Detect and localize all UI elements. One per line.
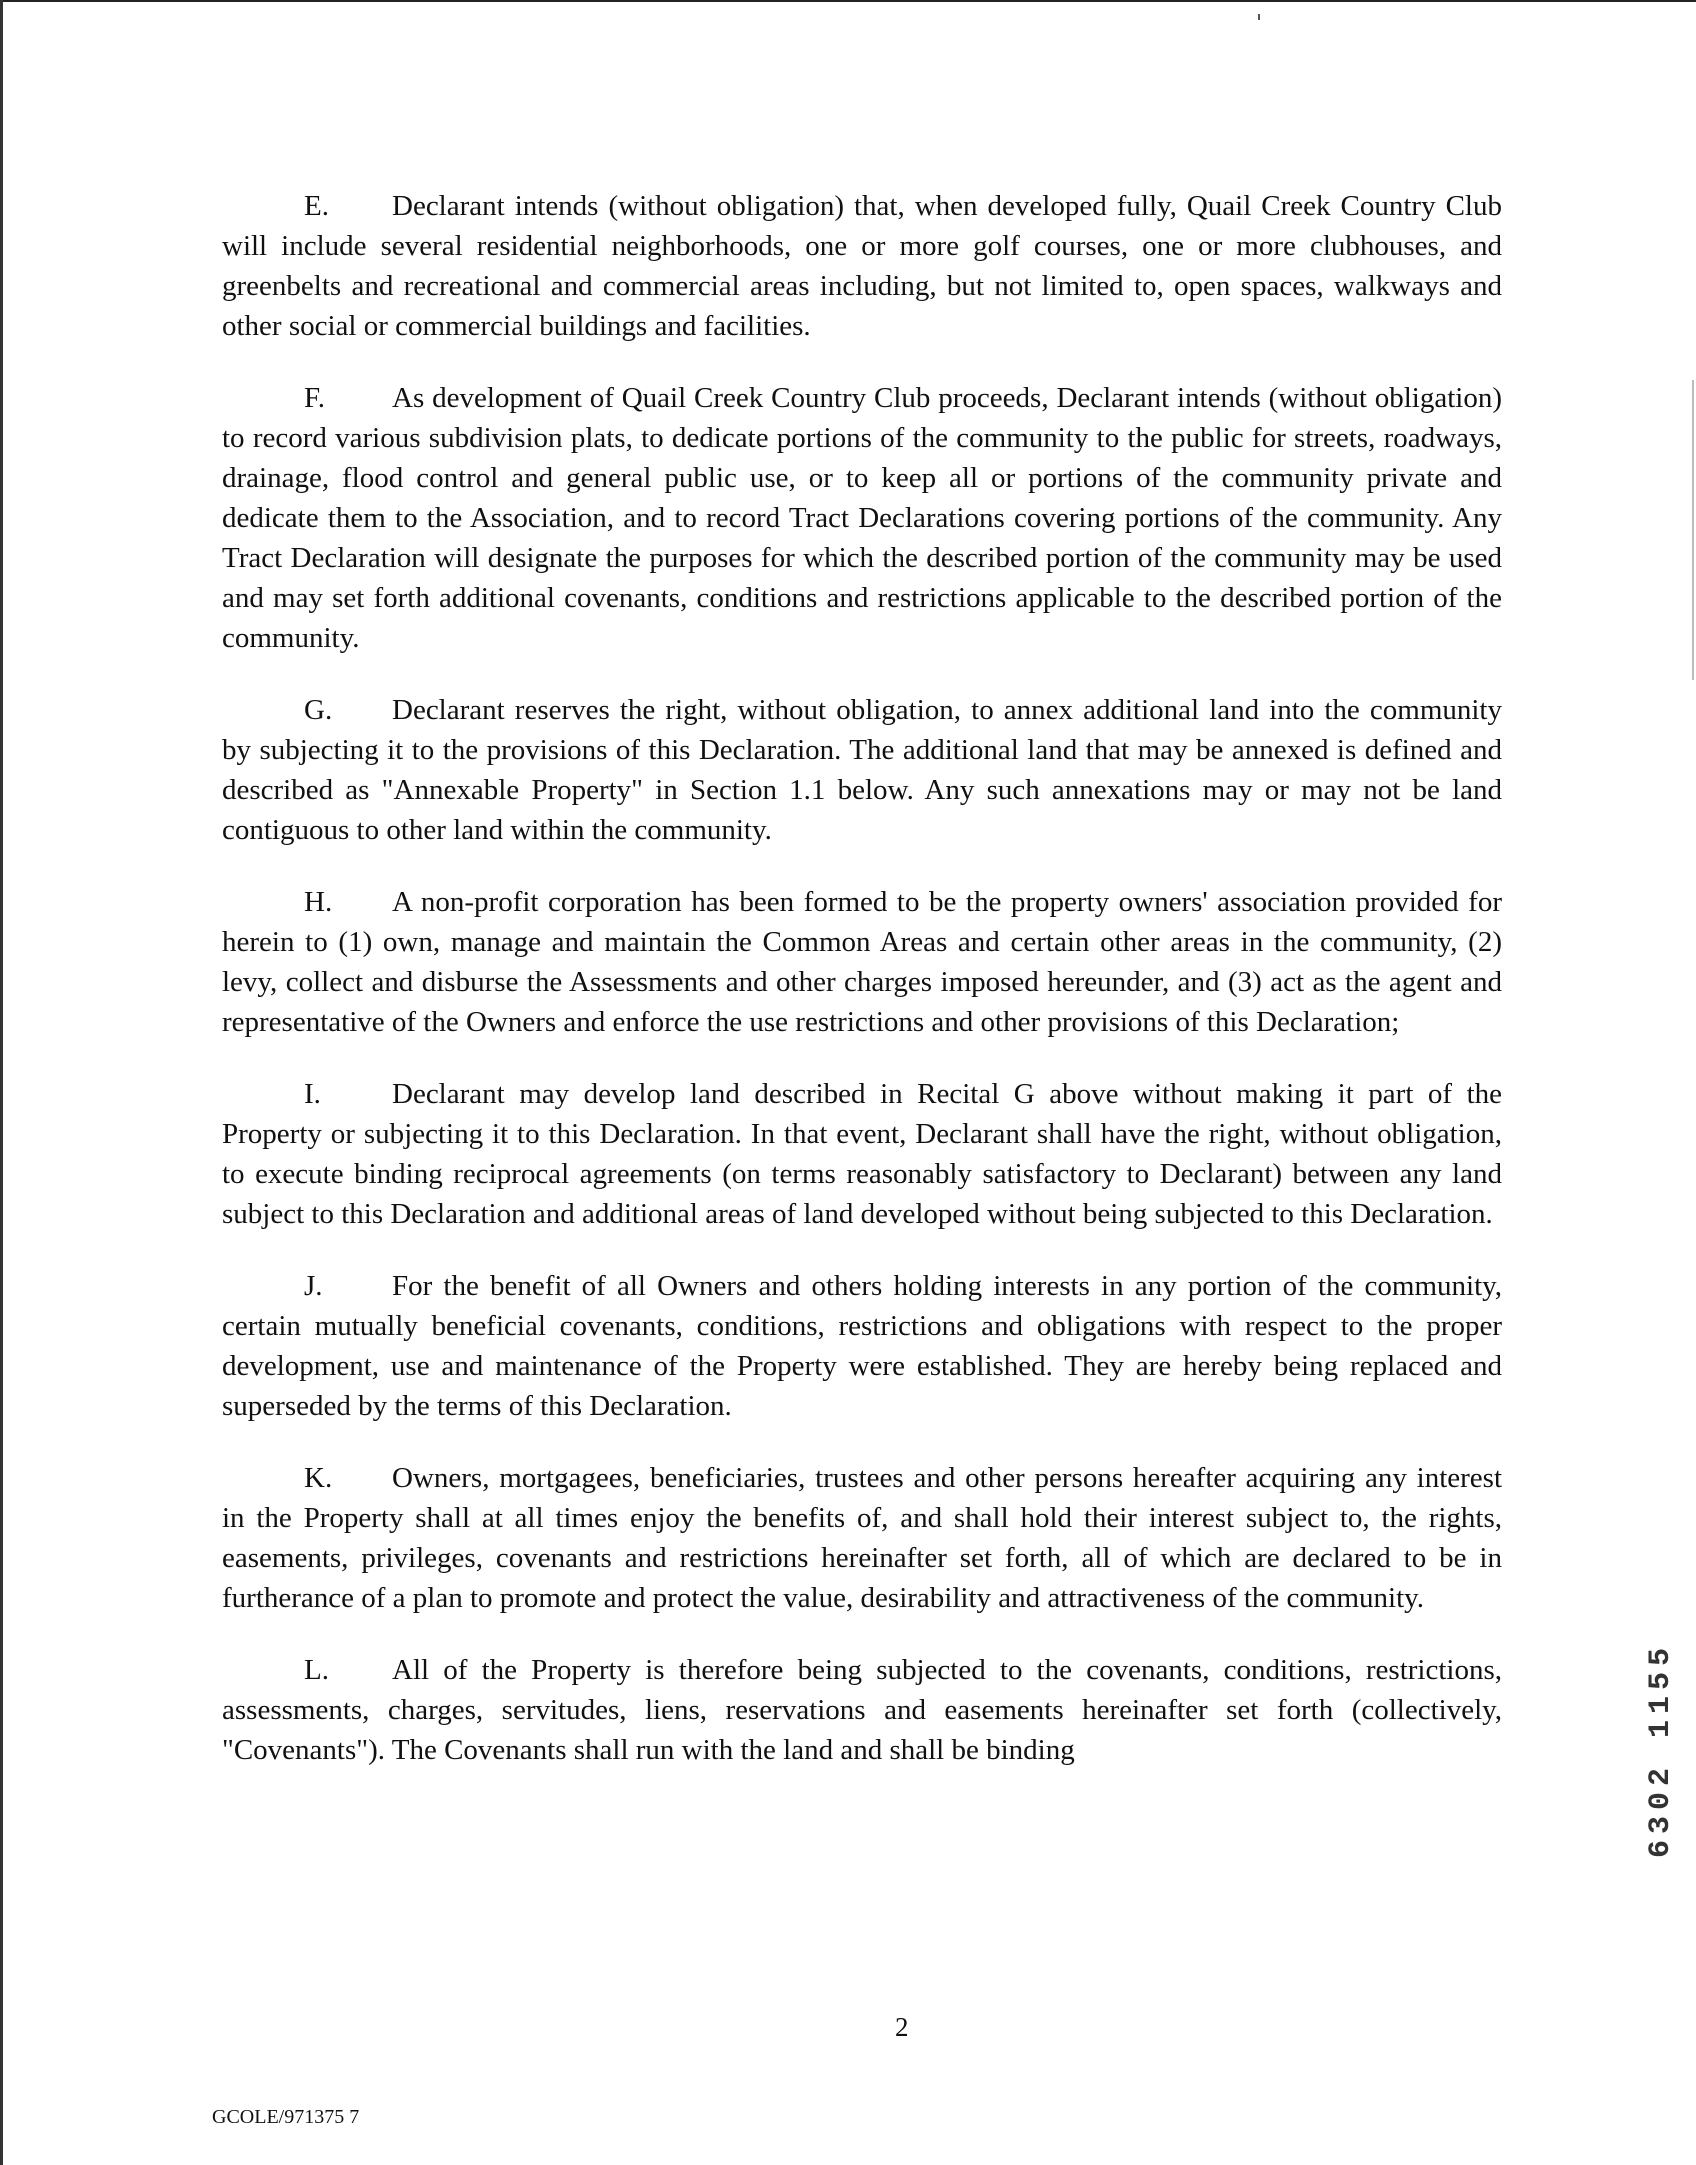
recital-label: E. bbox=[304, 190, 329, 222]
recital-text: Owners, mortgagees, beneficiaries, trustees and other persons hereafter acquiring any interest in the Property shall at all times enjoy the benefits of, and shall hold their interest subject to, the rights, easements, privileges, covenants and restrictions hereinafter set forth, all of which are declared to be in furtherance of a plan to promote and protect the value, desirability and attractiveness of the community. bbox=[222, 1462, 1502, 1614]
recital-text: All of the Property is therefore being subjected to the covenants, conditions, restrictions, assessments, charges, servitudes, liens, reservations and easements hereinafter set forth (collectively, "Covenants"). The Covenants shall run with the land and shall be binding bbox=[222, 1654, 1502, 1766]
recital-label: I. bbox=[304, 1078, 321, 1110]
page-number: 2 bbox=[895, 2012, 909, 2042]
recital-paragraph-f bbox=[222, 378, 1502, 658]
recital-label: K. bbox=[304, 1462, 333, 1494]
recital-text: A non-profit corporation has been formed to be the property owners' association provided for herein to (1) own, manage and maintain the Common Areas and certain other areas in the community, (2) levy, collect and disburse the Assessments and other charges imposed hereunder, and (3) act as the agent and representative of the Owners and enforce the use restrictions and other provisions of this Declaration; bbox=[222, 886, 1502, 1038]
document-id: GCOLE/971375 7 bbox=[212, 2106, 360, 2128]
scan-right-edge bbox=[1692, 380, 1694, 680]
recital-label: H. bbox=[304, 886, 333, 918]
bates-stamp bbox=[1638, 1580, 1682, 1920]
recital-paragraph-i bbox=[222, 1074, 1502, 1234]
recital-paragraph-l bbox=[222, 1650, 1502, 1770]
bates-number: 6302 1155 bbox=[1643, 1641, 1678, 1859]
recital-paragraph-h bbox=[222, 882, 1502, 1042]
recital-paragraph-k bbox=[222, 1458, 1502, 1618]
recital-label: J. bbox=[304, 1270, 323, 1302]
recital-text: For the benefit of all Owners and others holding interests in any portion of the community, certain mutually beneficial covenants, conditions, restrictions and obligations with respect to the proper development, use and maintenance of the Property were established. They are hereby being replaced and superseded by the terms of this Declaration. bbox=[222, 1270, 1502, 1422]
recital-paragraph-j bbox=[222, 1266, 1502, 1426]
recital-text: As development of Quail Creek Country Club proceeds, Declarant intends (without obligation) to record various subdivision plats, to dedicate portions of the community to the public for streets, roadways, drainage, flood control and general public use, or to keep all or portions of the community private and dedicate them to the Association, and to record Tract Declarations covering portions of the community. Any Tract Declaration will designate the purposes for which the described portion of the community may be used and may set forth additional covenants, conditions and restrictions applicable to the described portion of the community. bbox=[222, 382, 1502, 654]
recital-paragraph-e bbox=[222, 186, 1502, 346]
recital-label: G. bbox=[304, 694, 333, 726]
scan-left-border bbox=[0, 0, 3, 2165]
recital-text: Declarant intends (without obligation) that, when developed fully, Quail Creek Country Club will include several residential neighborhoods, one or more golf courses, one or more clubhouses, and greenbelts and recreational and commercial areas including, but not limited to, open spaces, walkways and other social or commercial buildings and facilities. bbox=[222, 190, 1502, 342]
recital-label: F. bbox=[304, 382, 326, 414]
scan-top-border bbox=[0, 0, 1696, 2]
recital-text: Declarant may develop land described in Recital G above without making it part of the Property or subjecting it to this Declaration. In that event, Declarant shall have the right, without obligation, to execute binding reciprocal agreements (on terms reasonably satisfactory to Declarant) between any land subject to this Declaration and additional areas of land developed without being subjected to this Declaration. bbox=[222, 1078, 1502, 1230]
scan-speck bbox=[1258, 14, 1260, 20]
recital-label: L. bbox=[304, 1654, 329, 1686]
recital-paragraph-g bbox=[222, 690, 1502, 850]
document-body bbox=[222, 186, 1502, 1802]
recital-text: Declarant reserves the right, without obligation, to annex additional land into the community by subjecting it to the provisions of this Declaration. The additional land that may be annexed is defined and described as "Annexable Property" in Section 1.1 below. Any such annexations may or may not be land contiguous to other land within the community. bbox=[222, 694, 1502, 846]
